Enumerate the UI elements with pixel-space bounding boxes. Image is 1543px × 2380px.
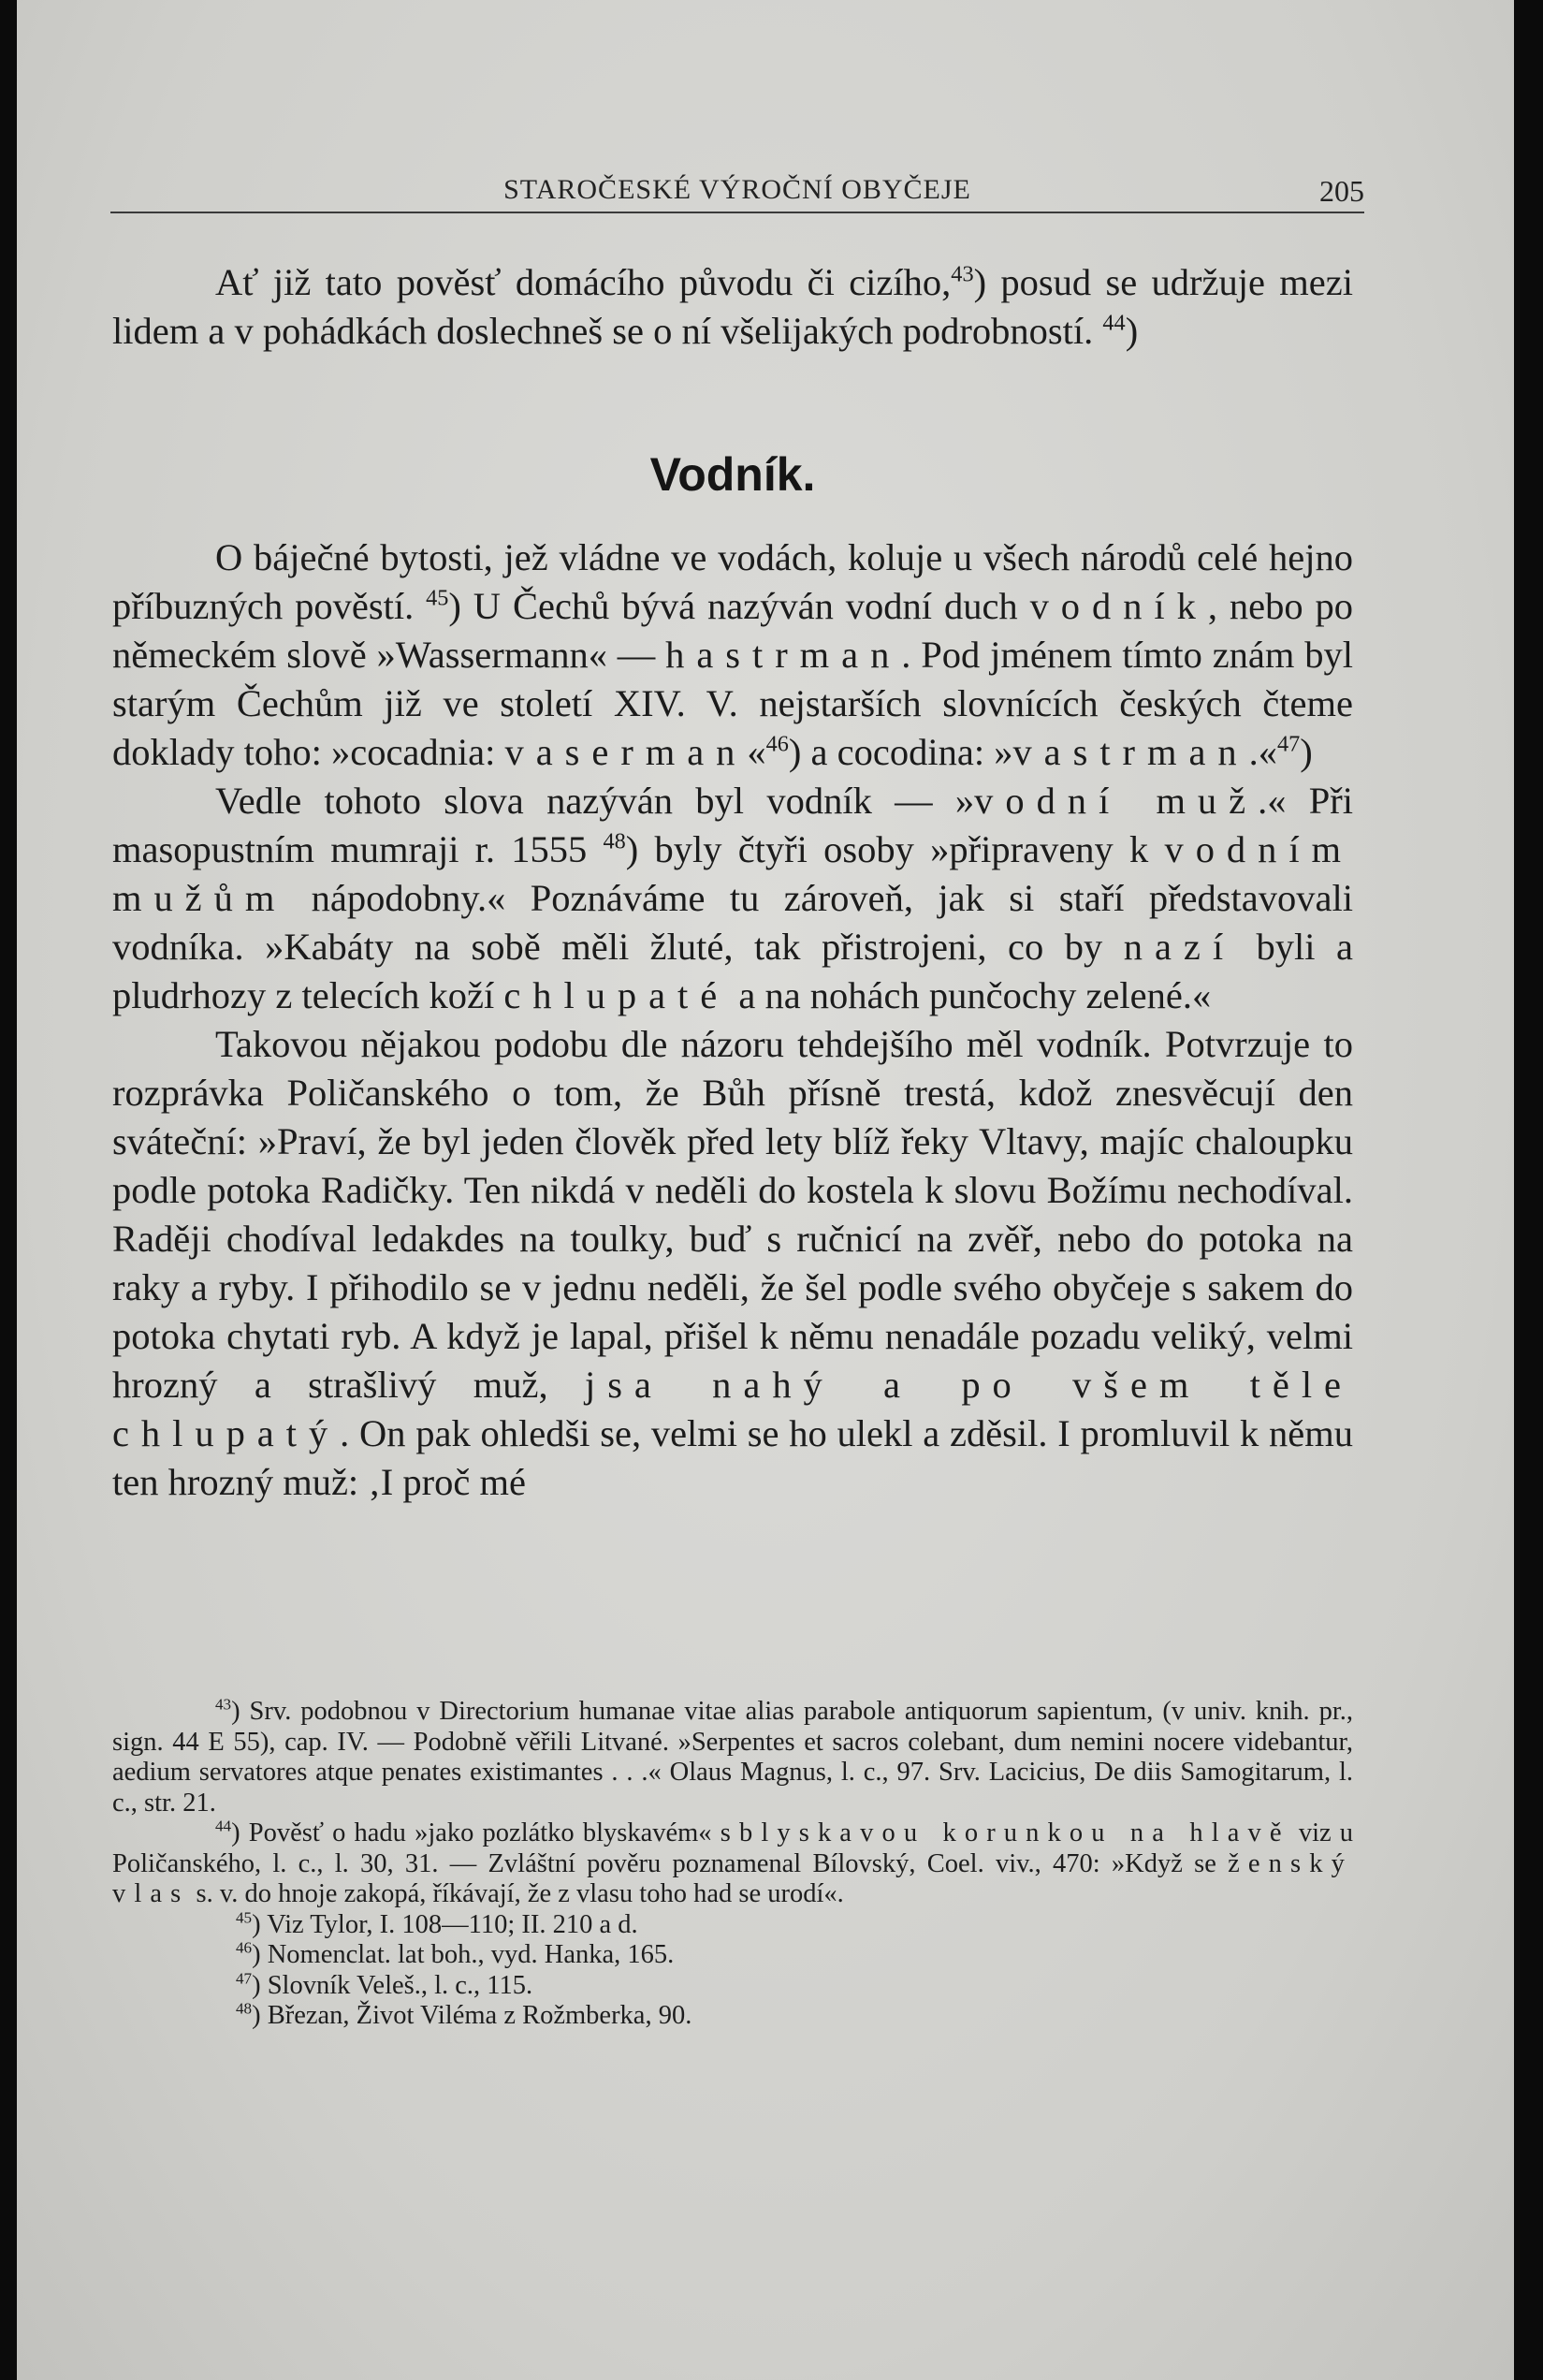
spaced-chlupate: chlupaté bbox=[503, 974, 730, 1016]
p3-text-b: . On pak ohledši se, velmi se ho ulekl a zděsil. I promluvil k němu ten hrozný muž: ‚I proč mé bbox=[112, 1412, 1353, 1503]
p2-text-b: .« Při masopustním mumraji r. 1555 bbox=[112, 780, 1354, 870]
footnote-44-text-c: s. v. do hnoje zakopá, říkávají, že z vlasu toho had se urodí«. bbox=[196, 1879, 844, 1908]
section-heading: Vodník. bbox=[649, 448, 816, 501]
footnote-ref-43[interactable]: 43 bbox=[951, 261, 974, 287]
p2-text-a: Vedle tohoto slova nazýván byl vodník — » bbox=[215, 780, 975, 822]
footnote-44-text-a: ) Pověsť o hadu »jako pozlátko blyskavém« s bbox=[231, 1818, 731, 1847]
footnote-45-text: ) Viz Tylor, I. 108—110; II. 210 a d. bbox=[252, 1909, 638, 1939]
footnote-44-spaced-1: blyskavou korunkou na hlavě bbox=[738, 1818, 1290, 1847]
footnote-46-text: ) Nomenclat. lat boh., vyd. Hanka, 165. bbox=[252, 1940, 675, 1969]
p1-text-d: . Pod jménem tímto znám byl starým Čechům již ve století XIV. V. nejstarších slovnících českých čteme doklady toho: »cocadnia: bbox=[112, 634, 1353, 773]
spaced-vastrman: vastrman bbox=[1012, 731, 1249, 773]
footnote-47-text: ) Slovník Veleš., l. c., 115. bbox=[252, 1970, 533, 2000]
spaced-hastrman: hastrman bbox=[665, 634, 902, 676]
spaced-jsa-nahy: jsa nahý a po všem těle chlupatý bbox=[112, 1364, 1353, 1454]
book-page bbox=[17, 0, 1514, 2380]
running-title: STAROČESKÉ VÝROČNÍ OBYČEJE bbox=[503, 174, 971, 205]
intro-text: Ať již tato pověsť domácího původu či cizího, bbox=[215, 261, 952, 303]
footnotes bbox=[112, 1697, 1353, 2032]
footnote-44 bbox=[112, 1818, 1353, 1910]
spaced-nazi: nazí bbox=[1123, 926, 1236, 968]
p2-text-c: ) byly čtyři osoby »připraveny k bbox=[625, 828, 1149, 870]
intro-text-3: ) bbox=[1125, 310, 1139, 352]
p1-text-h: ) bbox=[1300, 731, 1313, 773]
footnote-48-text: ) Březan, Život Viléma z Rožmberka, 90. bbox=[252, 2001, 692, 2030]
footnote-44-number: 44 bbox=[215, 1817, 232, 1835]
footnote-ref-47[interactable]: 47 bbox=[1276, 731, 1301, 757]
footnote-43 bbox=[112, 1697, 1353, 1818]
footnote-44-text-b: viz u Poličanského, l. c., l. 30, 31. — Zvláštní pověru poznamenal Bílovský, Coel. viv., 470: »Když se bbox=[112, 1818, 1354, 1878]
page-number: 205 bbox=[1319, 174, 1364, 208]
spaced-vodnim-muzum: vodním mužům bbox=[112, 828, 1353, 919]
main-text bbox=[112, 533, 1353, 1507]
footnote-ref-46[interactable]: 46 bbox=[765, 731, 789, 757]
intro-text-2: ) posud se udržuje mezi lidem a v pohádkách doslechneš se o ní všelijakých podrobností. bbox=[112, 261, 1353, 352]
footnote-45-number: 45 bbox=[236, 1908, 253, 1926]
p1-text-b: ) U Čechů bývá nazýván vodní duch bbox=[448, 585, 1018, 627]
p1-text-e: « bbox=[747, 731, 766, 773]
spaced-vodnik: vodník bbox=[1029, 585, 1208, 627]
spaced-vaserman: vaserman bbox=[504, 731, 748, 773]
footnote-46 bbox=[112, 1940, 1353, 1971]
footnote-45 bbox=[112, 1910, 1353, 1941]
p3-text-a: Takovou nějakou podobu dle názoru tehdejšího měl vodník. Potvrzuje to rozprávka Poličanského o tom, že Bůh přísně trestá, kdož znesvěcují den sváteční: »Praví, že byl jeden člověk před lety blíž řeky Vltavy, majíc chaloupku podle potoka Radičky. Ten nikdá v neděli do kostela k slovu Božímu nechodíval. Raději chodíval ledakdes na toulky, buď s ručnicí na zvěř, nebo do potoka na raky a ryby. I přihodilo se v jednu neděli, že šel podle svého obyčeje s sakem do potoka chytati ryb. A když je lapal, přišel k němu nenadále pozadu veliký, velmi hrozný a strašlivý muž, bbox=[112, 1023, 1353, 1406]
p2-text-d: nápodobny.« Poznáváme tu zároveň, jak si staří představovali vodníka. »Kabáty na sobě měli žluté, tak přistrojeni, co by bbox=[112, 877, 1353, 968]
paragraph-1 bbox=[112, 533, 1353, 777]
spaced-vodni-muz: vodní muž bbox=[974, 780, 1259, 822]
footnote-ref-48[interactable]: 48 bbox=[603, 828, 626, 854]
p2-text-e: byli a pludrhozy z telecích koží bbox=[112, 926, 1354, 1016]
p2-text-f: a na nohách punčochy zelené.« bbox=[738, 974, 1212, 1016]
p1-text-c: , nebo po německém slově »Wassermann« — bbox=[112, 585, 1353, 676]
p1-text-a: O báječné bytosti, jež vládne ve vodách, koluje u všech národů celé hejno příbuzných pověstí. bbox=[112, 536, 1353, 627]
running-head bbox=[110, 168, 1364, 213]
paragraph-3 bbox=[112, 1020, 1353, 1507]
intro-paragraph bbox=[112, 258, 1353, 356]
footnote-43-number: 43 bbox=[215, 1695, 232, 1714]
footnote-43-text: ) Srv. podobnou v Directorium humanae vitae alias parabole antiquorum sapientum, (v univ. knih. pr., sign. 44 E 55), cap. IV. — Podobně věřili Litvané. »Serpentes et sacros colebant, dum nemini nocere videbantur, aedium servatores atque penates existimantes . . .« Olaus Magnus, l. c., 97. Srv. Lacicius, De diis Samogitarum, l. c., str. 21. bbox=[112, 1697, 1353, 1818]
p1-text-g: .« bbox=[1248, 731, 1277, 773]
p1-text-f: ) a cocodina: » bbox=[788, 731, 1013, 773]
footnote-47-number: 47 bbox=[236, 1969, 253, 1987]
footnote-48-number: 48 bbox=[236, 1999, 253, 2018]
footnote-46-number: 46 bbox=[236, 1938, 253, 1957]
footnote-44-spaced-2: ženský vlas bbox=[112, 1848, 1354, 1908]
footnote-48 bbox=[112, 2001, 1353, 2032]
paragraph-2 bbox=[112, 777, 1353, 1020]
footnote-ref-44[interactable]: 44 bbox=[1102, 310, 1126, 336]
footnote-ref-45[interactable]: 45 bbox=[426, 585, 449, 611]
footnote-47 bbox=[112, 1971, 1353, 2002]
